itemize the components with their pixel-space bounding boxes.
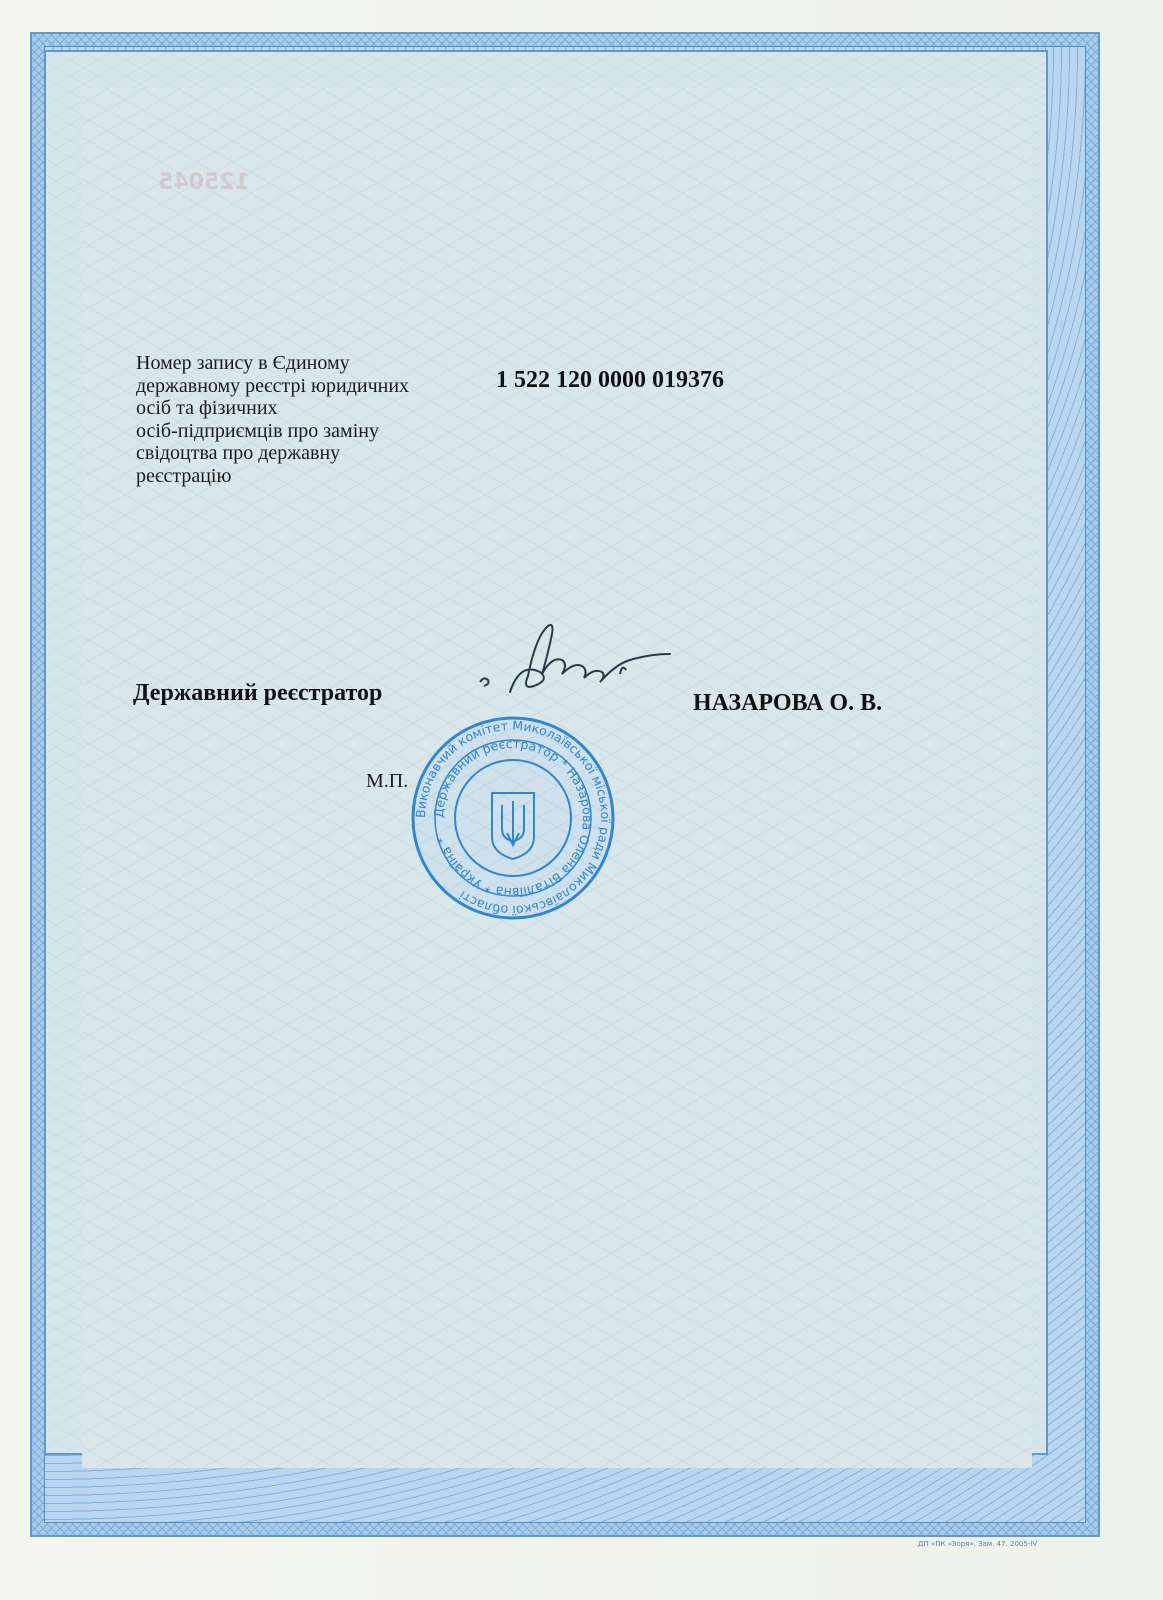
ghost-serial-number: 125045 <box>158 170 250 195</box>
record-label-line: державному реєстрі юридичних <box>136 374 410 397</box>
record-label-line: осіб та фізичних <box>136 397 278 419</box>
registrar-name: НАЗАРОВА О. В. <box>693 690 883 716</box>
official-seal <box>408 713 618 923</box>
record-label <box>136 352 466 487</box>
record-label-line: свідоцтва про державну <box>136 442 341 464</box>
seal-inner-text: Державний реєстратор * Назарова Олена Віталіївна * Україна * <box>430 735 596 901</box>
record-number: 1 522 120 0000 019376 <box>496 367 724 393</box>
seal-outer-text: Виконавчий комітет Миколаївської міської ради Миколаївської області <box>412 717 614 919</box>
seal-place-label: М.П. <box>366 770 409 792</box>
record-label-line: Номер запису в Єдиному <box>136 352 350 374</box>
record-label-line: осіб-підприємців про заміну <box>136 419 379 442</box>
registrar-title: Державний реєстратор <box>133 680 383 706</box>
handwritten-signature <box>470 622 690 722</box>
printer-mark: ДП «ПК «Зоря». Зам. 47. 2005-IV <box>918 1540 1038 1548</box>
record-label-line: реєстрацію <box>136 464 232 487</box>
